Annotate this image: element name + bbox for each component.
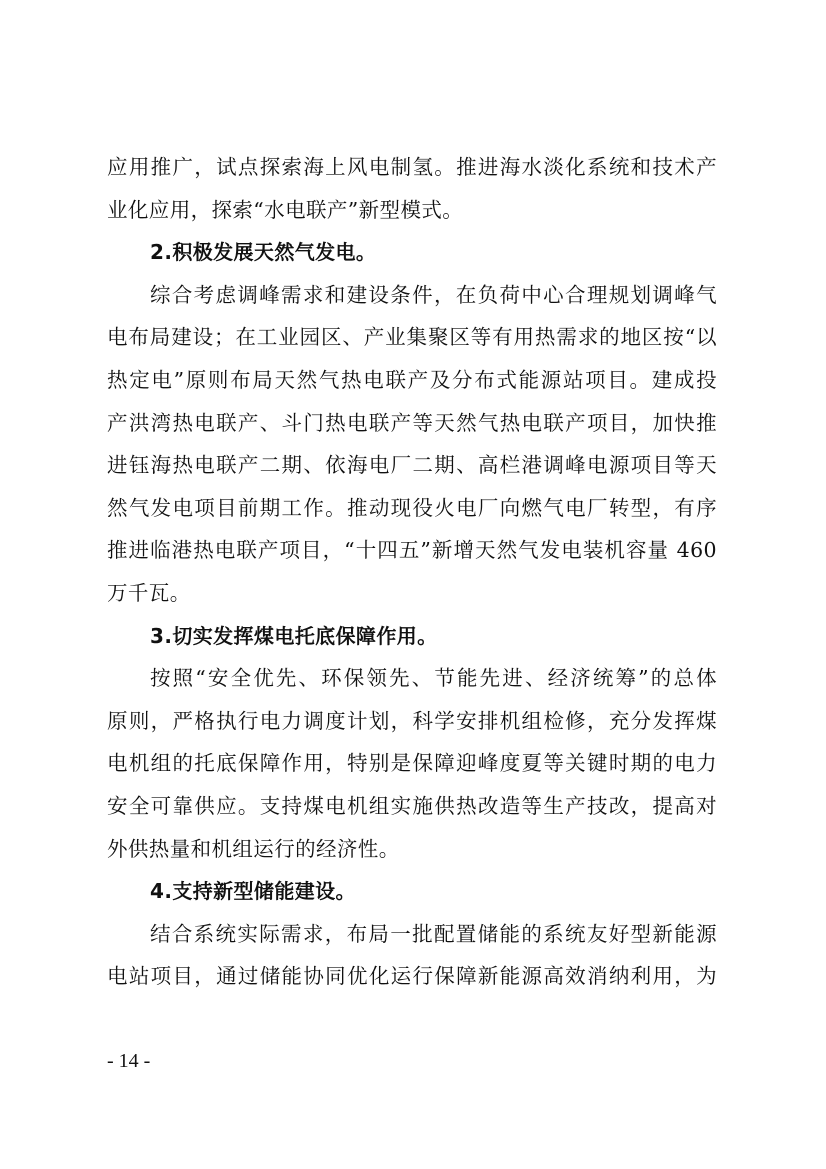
paragraph-line: 电布局建设；在工业园区、产业集聚区等有用热需求的地区按“以: [107, 325, 717, 350]
paragraph-line: 按照“安全优先、环保领先、节能先进、经济统筹”的总体: [150, 666, 717, 691]
paragraph-line: 万千瓦。: [107, 580, 191, 605]
paragraph-line: 安全可靠供应。支持煤电机组实施供热改造等生产技改，提高对: [107, 793, 717, 818]
paragraph-line: 结合系统实际需求，布局一批配置储能的系统友好型新能源: [150, 921, 717, 946]
paragraph-line: 业化应用，探索“水电联产”新型模式。: [107, 197, 464, 222]
paragraph-line: 产洪湾热电联产、斗门热电联产等天然气热电联产项目，加快推: [107, 410, 717, 435]
paragraph-line: 热定电”原则布局天然气热电联产及分布式能源站项目。建成投: [107, 367, 717, 392]
paragraph-line: 外供热量和机组运行的经济性。: [107, 836, 400, 861]
section-heading: 4.支持新型储能建设。: [150, 879, 356, 904]
paragraph-line: 综合考虑调峰需求和建设条件，在负荷中心合理规划调峰气: [150, 282, 717, 307]
paragraph-line: 原则，严格执行电力调度计划，科学安排机组检修，充分发挥煤: [107, 708, 717, 733]
section-heading: 3.切实发挥煤电托底保障作用。: [150, 623, 438, 648]
paragraph-line: 电站项目，通过储能协同优化运行保障新能源高效消纳利用，为: [107, 964, 717, 989]
paragraph-line: 电机组的托底保障作用，特别是保障迎峰度夏等关键时期的电力: [107, 751, 717, 776]
paragraph-line: 推进临港热电联产项目，“十四五”新增天然气发电装机容量 460: [107, 538, 717, 563]
paragraph-line: 应用推广，试点探索海上风电制氢。推进海水淡化系统和技术产: [107, 155, 717, 179]
document-body: [107, 146, 717, 998]
page-number: - 14 -: [107, 1050, 151, 1072]
section-heading: 2.积极发展天然气发电。: [150, 240, 377, 265]
paragraph-line: 进钰海热电联产二期、依海电厂二期、高栏港调峰电源项目等天: [107, 453, 717, 478]
paragraph-line: 然气发电项目前期工作。推动现役火电厂向燃气电厂转型，有序: [107, 495, 717, 520]
